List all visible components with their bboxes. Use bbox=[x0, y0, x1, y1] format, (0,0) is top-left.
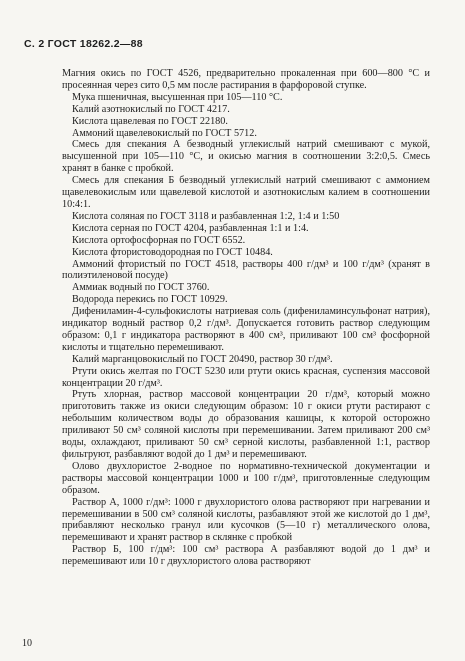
page-body bbox=[62, 68, 430, 568]
paragraph-phosphoric-acid: Кислота ортофосфорная по ГОСТ 6552. bbox=[72, 234, 246, 246]
paragraph-solution-a: Раствор А, 1000 г/дм³: 1000 г двухлористого олова растворяют при нагревании и перемешивании в 500 см³ соляной кислоты, разбавляют этой же кислотой до 1 дм³, прибавляют несколько гранул или кусочков (5—10 г) металлического олова, перемешивают и хранят раствор в склянке с пробкой bbox=[62, 496, 430, 544]
paragraph-oxalic-acid: Кислота щавелевая по ГОСТ 22180. bbox=[72, 115, 228, 127]
paragraph-potassium-permanganate: Калий марганцовокислый по ГОСТ 20490, раствор 30 г/дм³. bbox=[72, 353, 333, 365]
paragraph-wheat-flour: Мука пшеничная, высушенная при 105—110 °С. bbox=[72, 91, 283, 103]
paragraph-ammonium-fluoride: Аммоний фтористый по ГОСТ 4518, растворы 400 г/дм³ и 100 г/дм³ (хранят в полиэтиленовой посуде) bbox=[62, 258, 430, 282]
paragraph-indicator: Дифениламин-4-сульфокислоты натриевая соль (дифениламинсульфонат натрия), индикатор водный раствор 0,2 г/дм³. Допускается готовить раствор следующим образом: 0,1 г индикатора растворяют в 400 см³, приливают 100 см³ фосфорной кислоты и тщательно перемешивают. bbox=[62, 306, 430, 353]
paragraph-potassium-nitrate: Калий азотнокислый по ГОСТ 4217. bbox=[72, 103, 230, 115]
paragraph-hydrochloric-acid: Кислота соляная по ГОСТ 3118 и разбавленная 1:2, 1:4 и 1:50 bbox=[72, 210, 340, 222]
paragraph-sulfuric-acid: Кислота серная по ГОСТ 4204, разбавленная 1:1 и 1:4. bbox=[72, 222, 309, 234]
paragraph-solution-b: Раствор Б, 100 г/дм³: 100 см³ раствора А разбавляют водой до 1 дм³ и перемешивают или 10 г двухлористого олова растворяют bbox=[62, 544, 430, 568]
paragraph-ammonium-oxalate: Аммоний щавелевокислый по ГОСТ 5712. bbox=[72, 127, 257, 139]
paragraph-sinter-mix-b: Смесь для спекания Б безводный углекислый натрий смешивают с аммонием щавелевокислым или щавелевой кислотой и азотнокислым калием в соотношении 10:4:1. bbox=[62, 175, 430, 210]
paragraph-magnesium-oxide: Магния окись по ГОСТ 4526, предварительно прокаленная при 600—800 °С и просеянная через сито 0,5 мм после растирания в фарфоровой ступке. bbox=[62, 68, 430, 91]
paragraph-mercury-oxide: Ртути окись желтая по ГОСТ 5230 или ртути окись красная, суспензия массовой концентрации 20 г/дм³. bbox=[62, 365, 430, 389]
paragraph-hydrogen-peroxide: Водорода перекись по ГОСТ 10929. bbox=[72, 294, 228, 306]
paragraph-sinter-mix-a: Смесь для спекания А безводный углекислый натрий смешивают с мукой, высушенной при 105—110 °С, и окисью магния в соотношении 3:2:0,5. Смесь хранят в банке с пробкой. bbox=[62, 139, 430, 175]
paragraph-hydrofluoric-acid: Кислота фтористоводородная по ГОСТ 10484. bbox=[72, 246, 273, 258]
paragraph-tin-chloride: Олово двухлористое 2-водное по нормативно-технической документации и растворы массовой концентрации 1000 и 100 г/дм³, приготовленные следующим образом. bbox=[62, 460, 430, 496]
paragraph-mercury-chloride: Ртуть хлорная, раствор массовой концентрации 20 г/дм³, который можно приготовить также из окиси следующим образом: 10 г окиси ртути растирают с небольшим количеством воды до образования кашицы, к которой осторожно приливают 50 см³ соляной кислоты при перемешивании. Затем приливают 200 см³ воды, охлаждают, приливают 50 см³ серной кислоты, разбавленной 1:1, раствор фильтруют, разбавляют водой до 1 дм³ и перемешивают. bbox=[62, 389, 430, 460]
page-header: С. 2 ГОСТ 18262.2—88 bbox=[24, 38, 143, 50]
page-number: 10 bbox=[22, 638, 32, 649]
paragraph-ammonia: Аммиак водный по ГОСТ 3760. bbox=[72, 282, 210, 294]
